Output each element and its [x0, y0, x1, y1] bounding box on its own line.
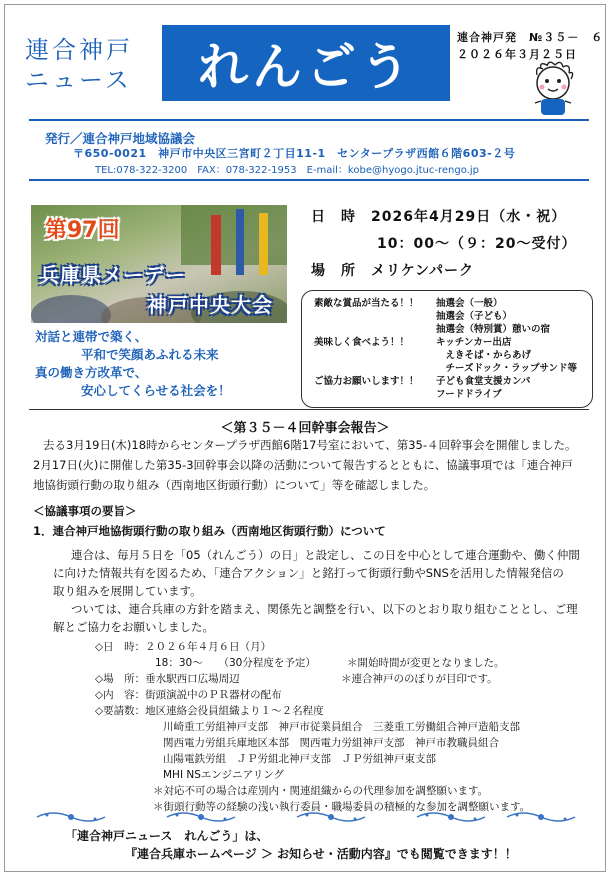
agenda-paragraph2-line2: に向けた情報共有を図るため、「連合アクション」と銘打って街頭行動やSNSを活用した情報発信の — [53, 566, 564, 580]
publisher-address: 〒650-0021 神戸市中央区三宮町２丁目11-1 センタープラザ西館６階603-２号 — [73, 147, 516, 160]
banner-title-venue: 神戸中央大会 — [147, 293, 273, 317]
mayday-banner — [31, 205, 287, 323]
detail-staff: ◇要請数：地区連絡会役員組織より１～２名程度 — [95, 705, 324, 717]
report-paragraph1-line1: 去る3月19日(木)18時からセンタープラザ西館6階17号室において、第35-４回幹事会を開催しました。 — [43, 438, 577, 452]
org-list-line1: 川崎重工労組神戸支部 神戸市従業員組合 三菱重工労働組合神戸造船支部 — [163, 721, 520, 733]
detail-place-note: ＊連合神戸ののぼりが目印です。 — [341, 673, 498, 685]
activity-item: 子ども食堂支援カンパ — [436, 376, 531, 387]
brand-line2: ニュース — [25, 66, 132, 94]
org-list-line2: 関西電力労組兵庫地区本部 関西電力労組神戸支部 神戸市教職員組合 — [163, 737, 499, 749]
event-activities-box — [301, 290, 593, 408]
activity-item: キッチンカー出店 — [436, 337, 512, 348]
issue-number: 連合神戸発 №３５－ ６ — [457, 31, 604, 44]
main-title: れんごう — [198, 38, 414, 96]
activity-item: えきそば・からあげ — [436, 350, 532, 361]
detail-time-note: ＊開始時間が変更となりました。 — [347, 657, 505, 669]
brand-name — [25, 35, 133, 95]
slogan-line3: 真の働き方改革で、 — [35, 365, 148, 380]
report-paragraph1-line3: 地協街頭行動の取り組み（西南地区街頭行動）について」等を確認しました。 — [33, 478, 436, 492]
section-rule — [29, 409, 589, 410]
event-time: 10：00～（９：20～受付） — [377, 236, 577, 252]
event-place: 場 所 メリケンパーク — [311, 263, 475, 279]
activity-item: フードドライブ — [436, 389, 502, 400]
slogan-line2: 平和で笑顔あふれる未来 — [81, 347, 219, 362]
issue-date: ２０２６年３月２５日 — [457, 48, 577, 61]
title-banner — [162, 25, 450, 101]
footer-line1: 「連合神戸ニュース れんごう」は、 — [65, 829, 269, 843]
banner-title-event: 兵庫県メーデー — [39, 263, 186, 287]
agenda-paragraph3-line2: 解とご協力をお願いしました。 — [53, 620, 214, 634]
ornament-icon — [295, 809, 367, 825]
banner-title-edition: 第97回 — [45, 218, 120, 243]
ornament-icon — [505, 809, 577, 825]
summary-heading: ＜協議事項の要旨＞ — [33, 504, 137, 518]
report-paragraph1-line2: 2月17日(火)に開催した第35-3回幹事会以降の活動について報告するとともに、協議事項では「連合神戸 — [33, 458, 573, 472]
activity-item: 抽選会（一般） — [436, 298, 503, 309]
ornament-icon — [165, 809, 237, 825]
detail-content: ◇内 容：街頭演説中のＰＲ器材の配布 — [95, 689, 282, 701]
org-list-line3: 山陽電鉄労組 ＪＰ労組北神戸支部 ＪＰ労組神戸東支部 — [163, 753, 436, 765]
agenda-paragraph2-line1: 連合は、毎月５日を「05（れんごう）の日」と設定し、この日を中心として連合運動や、働く仲間 — [71, 548, 580, 562]
activity-item: 抽選会（特別賞）憩いの宿 — [436, 324, 551, 335]
publisher-rule — [29, 179, 589, 181]
agenda-paragraph2-line3: 取り組みを展開しています。 — [53, 584, 202, 598]
note-participation: ＊街頭行動等の経験の浅い執行委員・職場委員の積極的な参加を調整願います。 — [153, 801, 531, 813]
brand-line1: 連合神戸 — [25, 36, 133, 64]
mascot-icon — [525, 61, 581, 119]
org-list-line4: MHI NSエンジニアリング — [163, 769, 285, 781]
footer-line2: 『連合兵庫ホームページ ＞ お知らせ・活動内容』でも閲覧できます！！ — [125, 847, 517, 861]
agenda-item1-heading: 1．連合神戸地協街頭行動の取り組み（西南地区街頭行動）について — [33, 524, 386, 538]
detail-place: ◇場 所：垂水駅西口広場周辺 — [95, 673, 240, 685]
slogan-line1: 対話と連帯で築く、 — [35, 329, 148, 344]
issue-info — [457, 29, 603, 63]
agenda-paragraph3-line1: ついては、連合兵庫の方針を踏まえ、関係先と調整を行い、以下のとおり取り組むこととし、ご理 — [71, 602, 578, 616]
detail-date: ◇日 時：２０２６年４月６日（月） — [95, 641, 272, 653]
header-rule — [29, 119, 589, 121]
newsletter-page — [4, 4, 606, 872]
publisher-name: 発行／連合神戸地域協議会 — [45, 131, 196, 146]
activity-item: 抽選会（子ども） — [436, 311, 513, 322]
ornament-icon — [35, 809, 107, 825]
event-date: 日 時 2026年4月29日（水・祝） — [311, 209, 567, 225]
activity-label: ご協力お願いします！！ — [314, 376, 419, 387]
activity-item: チーズドック・ラップサンド等 — [436, 363, 577, 374]
activity-label: 美味しく食べよう！！ — [314, 337, 410, 348]
detail-time: 18：30～ （30分程度を予定） — [155, 657, 316, 669]
report-heading: ＜第３５－４回幹事会報告＞ — [220, 421, 390, 436]
ornament-icon — [415, 809, 487, 825]
publisher-contact: TEL:078-322-3200 FAX：078-322-1953 E-mail：kobe@hyogo.jtuc-rengo.jp — [95, 165, 479, 176]
note-substitute: ＊対応不可の場合は産別内・関連組織からの代理参加を調整願います。 — [153, 785, 489, 797]
activity-label: 素敵な賞品が当たる！！ — [314, 298, 419, 309]
slogan-line4: 安心してくらせる社会を！ — [81, 383, 231, 398]
